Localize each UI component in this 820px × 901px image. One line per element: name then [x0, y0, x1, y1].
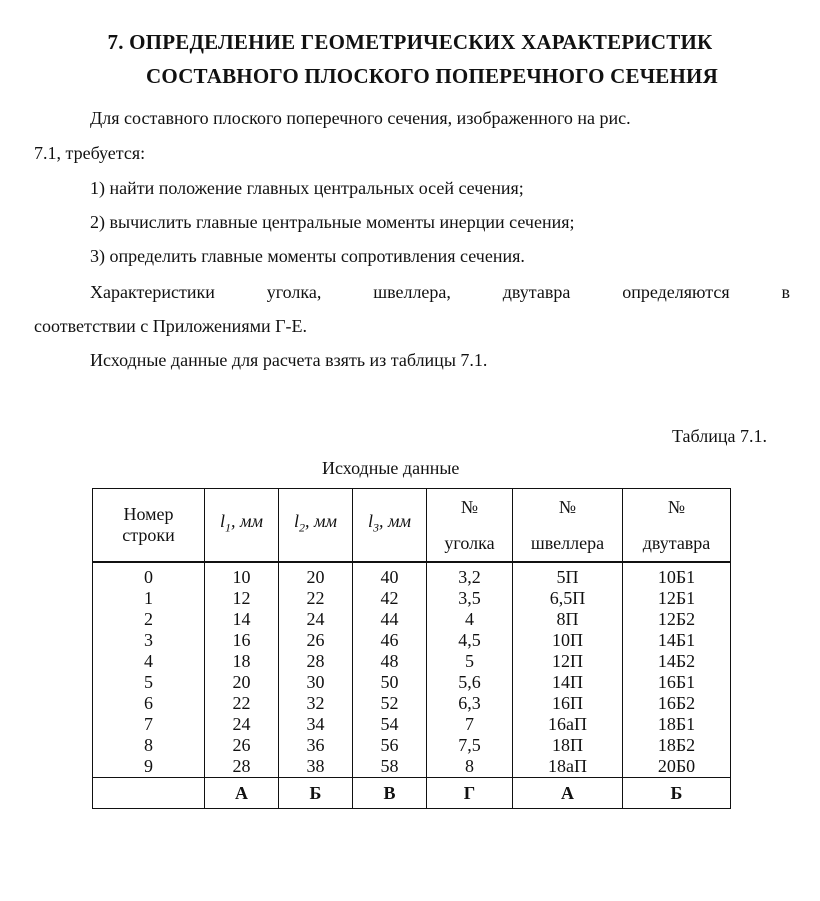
table-cell: 12Б2 — [623, 609, 731, 630]
task-item-1: 1) найти положение главных центральных осей сечения; — [90, 178, 524, 198]
table-cell: 54 — [353, 714, 427, 735]
table-cell: 14Б1 — [623, 630, 731, 651]
header-ibeam-no: № — [623, 489, 731, 526]
header-angle: уголка — [427, 525, 513, 562]
header-channel-no: № — [513, 489, 623, 526]
table-row — [93, 693, 731, 714]
footer-cell: Б — [623, 778, 731, 809]
footer-cell: В — [353, 778, 427, 809]
table-cell: 14П — [513, 672, 623, 693]
data-table — [92, 488, 731, 809]
table-cell: 8П — [513, 609, 623, 630]
table-cell: 50 — [353, 672, 427, 693]
table-cell: 30 — [279, 672, 353, 693]
table-cell: 34 — [279, 714, 353, 735]
table-row — [93, 756, 731, 778]
word: швеллера, — [373, 282, 451, 302]
table-cell: 3,2 — [427, 562, 513, 588]
table-cell: 8 — [93, 735, 205, 756]
table-cell: 28 — [279, 651, 353, 672]
task-item-3: 3) определить главные моменты сопротивления сечения. — [90, 246, 525, 266]
source-note: Исходные данные для расчета взять из таблицы 7.1. — [90, 350, 488, 370]
table-row — [93, 562, 731, 588]
section-title-line1: 7. ОПРЕДЕЛЕНИЕ ГЕОМЕТРИЧЕСКИХ ХАРАКТЕРИСТИК — [107, 30, 713, 54]
table-cell: 18аП — [513, 756, 623, 778]
table-cell: 14Б2 — [623, 651, 731, 672]
table-cell: 4 — [427, 609, 513, 630]
footer-cell: Б — [279, 778, 353, 809]
table-cell: 7 — [427, 714, 513, 735]
table-cell: 7 — [93, 714, 205, 735]
characteristics-line2: соответствии с Приложениями Г-Е. — [34, 316, 308, 336]
table-cell: 0 — [93, 562, 205, 588]
table-cell: 40 — [353, 562, 427, 588]
table-cell: 5П — [513, 562, 623, 588]
header-l2: $l_2$, мм — [279, 489, 353, 563]
table-cell: 26 — [205, 735, 279, 756]
table-cell: 22 — [205, 693, 279, 714]
footer-cell: А — [513, 778, 623, 809]
header-l1: $l_1$, мм — [205, 489, 279, 563]
table-cell: 18 — [205, 651, 279, 672]
task-item-2: 2) вычислить главные центральные моменты инерции сечения; — [90, 212, 575, 232]
table-cell: 18Б2 — [623, 735, 731, 756]
table-row — [93, 651, 731, 672]
table-cell: 44 — [353, 609, 427, 630]
table-cell: 1 — [93, 588, 205, 609]
table-footer-row — [93, 778, 731, 809]
table-cell: 10П — [513, 630, 623, 651]
table-cell: 58 — [353, 756, 427, 778]
section-title-line2: СОСТАВНОГО ПЛОСКОГО ПОПЕРЕЧНОГО СЕЧЕНИЯ — [146, 64, 718, 88]
word: определяются — [622, 282, 730, 302]
table-cell: 42 — [353, 588, 427, 609]
table-cell: 48 — [353, 651, 427, 672]
table-cell: 46 — [353, 630, 427, 651]
table-cell: 32 — [279, 693, 353, 714]
table-cell: 16Б2 — [623, 693, 731, 714]
header-l3: $l_3$, мм — [353, 489, 427, 563]
header-ibeam: двутавра — [623, 525, 731, 562]
table-cell: 12Б1 — [623, 588, 731, 609]
table-cell: 4,5 — [427, 630, 513, 651]
intro-line2: 7.1, требуется: — [34, 143, 146, 163]
word: уголка, — [266, 282, 322, 302]
footer-cell — [93, 778, 205, 809]
word: в — [781, 282, 790, 302]
table-row — [93, 714, 731, 735]
table-cell: 16П — [513, 693, 623, 714]
table-cell: 8 — [427, 756, 513, 778]
table-cell: 20 — [205, 672, 279, 693]
table-title: Исходные данные — [322, 458, 460, 478]
table-cell: 22 — [279, 588, 353, 609]
table-cell: 18П — [513, 735, 623, 756]
table-row — [93, 630, 731, 651]
table-cell: 18Б1 — [623, 714, 731, 735]
table-row — [93, 588, 731, 609]
table-cell: 14 — [205, 609, 279, 630]
table-cell: 36 — [279, 735, 353, 756]
table-label: Таблица 7.1. — [672, 426, 767, 446]
table-cell: 6,3 — [427, 693, 513, 714]
header-row-number-word1: Номер — [123, 504, 174, 524]
table-row — [93, 609, 731, 630]
word: Характеристики — [90, 282, 215, 302]
table-cell: 10 — [205, 562, 279, 588]
table-cell: 16аП — [513, 714, 623, 735]
table-cell: 38 — [279, 756, 353, 778]
header-row-number-word2: строки — [122, 525, 175, 545]
table-cell: 26 — [279, 630, 353, 651]
word: двутавра — [502, 282, 571, 302]
table-cell: 16 — [205, 630, 279, 651]
table-cell: 6 — [93, 693, 205, 714]
table-cell: 9 — [93, 756, 205, 778]
table-cell: 5,6 — [427, 672, 513, 693]
table-cell: 12 — [205, 588, 279, 609]
table-row — [93, 735, 731, 756]
table-cell: 4 — [93, 651, 205, 672]
table-cell: 7,5 — [427, 735, 513, 756]
table-cell: 52 — [353, 693, 427, 714]
header-angle-no: № — [427, 489, 513, 526]
table-cell: 28 — [205, 756, 279, 778]
footer-cell: Г — [427, 778, 513, 809]
characteristics-line1 — [90, 282, 790, 303]
table-cell: 5 — [427, 651, 513, 672]
table-cell: 16Б1 — [623, 672, 731, 693]
header-row-number — [93, 489, 205, 563]
table-cell: 2 — [93, 609, 205, 630]
intro-line1: Для составного плоского поперечного сечения, изображенного на рис. — [90, 108, 631, 128]
table-cell: 20 — [279, 562, 353, 588]
table-cell: 20Б0 — [623, 756, 731, 778]
header-channel: швеллера — [513, 525, 623, 562]
table-cell: 10Б1 — [623, 562, 731, 588]
table-cell: 56 — [353, 735, 427, 756]
table-row — [93, 672, 731, 693]
table-cell: 6,5П — [513, 588, 623, 609]
table-cell: 3 — [93, 630, 205, 651]
table-cell: 12П — [513, 651, 623, 672]
table-cell: 5 — [93, 672, 205, 693]
table-cell: 24 — [205, 714, 279, 735]
table-cell: 24 — [279, 609, 353, 630]
table-cell: 3,5 — [427, 588, 513, 609]
footer-cell: А — [205, 778, 279, 809]
